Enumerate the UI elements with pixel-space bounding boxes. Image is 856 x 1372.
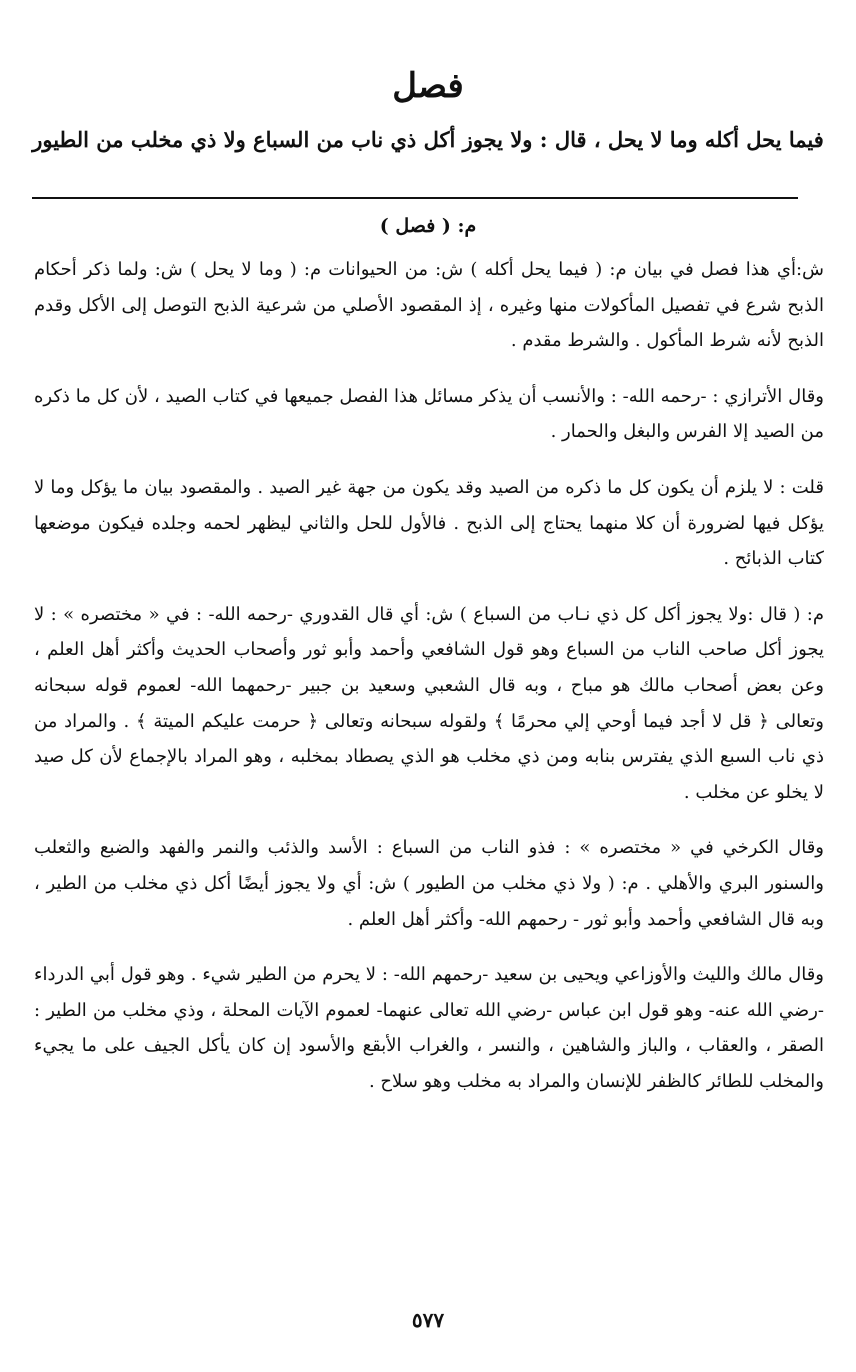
paragraph-1: ش:أي هذا فصل في بيان م: ( فيما يحل أكله ) ش: من الحيوانات م: ( وما لا يحل ) ش: ولما ذكر أحكام الذبح شرع في تفصيل المأكولات منها وغيره ، إذ المقصود الأصلي من شرعية الذبح التوصل إلى الأكل وقدم الذبح لأنه شرط المأكول . والشرط مقدم . <box>34 259 824 352</box>
paragraph-5: وقال الكرخي في « مختصره » : فذو الناب من السباع : الأسد والذئب والنمر والفهد والضبع والثعلب والسنور البري والأهلي . م: ( ولا ذي مخلب من الطيور ) ش: أي ولا يجوز أيضًا أكل ذي مخلب من الطير ، وبه قال الشافعي وأحمد وأبو ثور - رحمهم الله- وأكثر أهل العلم . <box>34 837 824 930</box>
paragraph-2: وقال الأترازي : -رحمه الله- : والأنسب أن يذكر مسائل هذا الفصل جميعها في كتاب الصيد ، لأن كل ما ذكره من الصيد إلا الفرس والبغل والحمار . <box>34 385 824 443</box>
paragraph-3: قلت : لا يلزم أن يكون كل ما ذكره من الصيد وقد يكون من جهة غير الصيد . والمقصود بيان ما يؤكل وما لا يؤكل فيها لضرورة أن كلا منهما يحتاج إلى الذبح . فالأول للحل والثاني ليظهر لحمه وجلده فيكون موضعها كتاب الذبائح . <box>34 476 824 570</box>
paragraph-6: وقال مالك والليث والأوزاعي ويحيى بن سعيد -رحمهم الله- : لا يحرم من الطير شيء . وهو قول أبي الدرداء -رضي الله عنه- وهو قول ابن عباس -رضي الله تعالى عنهما- لعموم الآيات المحلة ، وذي مخلب من الطير : الصقر ، والعقاب ، والباز والشاهين ، والنسر ، والغراب الأبقع والأسود إن كان يأكل الجيف على ما يجيء والمخلب للطائر كالظفر للإنسان والمراد به مخلب وهو سلاح . <box>34 964 824 1092</box>
page-number: ٥٧٧ <box>411 1308 445 1332</box>
commentary-body <box>34 252 824 1119</box>
matn-text: فيما يحل أكله وما لا يحل ، قال : ولا يجوز أكل ذي ناب من السباع ولا ذي مخلب من الطيور <box>32 127 824 152</box>
paragraph-4: م: ( قال :ولا يجوز أكل كل ذي نـاب من السباع ) ش: أي قال القدوري -رحمه الله- : في « مختصره » : لا يجوز أكل صاحب الناب من السباع وهو قول الشافعي وأحمد وأبو ثور وأصحاب الحديث وأكثر أهل العلم ، وعن بعض أصحاب مالك هو مباح ، وبه قال الشعبي وسعيد بن جبير -رحمهما الله- لعموم قوله سبحانه وتعالى ﴿ قل لا أجد فيما أوحي إلي محرمًا ﴾ ولقوله سبحانه وتعالى ﴿ حرمت عليكم الميتة ﴾ . والمراد من ذي ناب السبع الذي يفترس بنابه ومن ذي مخلب هو الذي يصطاد بمخلبه ، وهو المراد بالإجماع لأن كل صيد لا يخلو عن مخلب . <box>34 603 824 803</box>
section-divider <box>32 197 798 199</box>
commentary-heading: م: ( فصل ) <box>379 215 477 237</box>
chapter-title: فصل <box>392 66 464 106</box>
